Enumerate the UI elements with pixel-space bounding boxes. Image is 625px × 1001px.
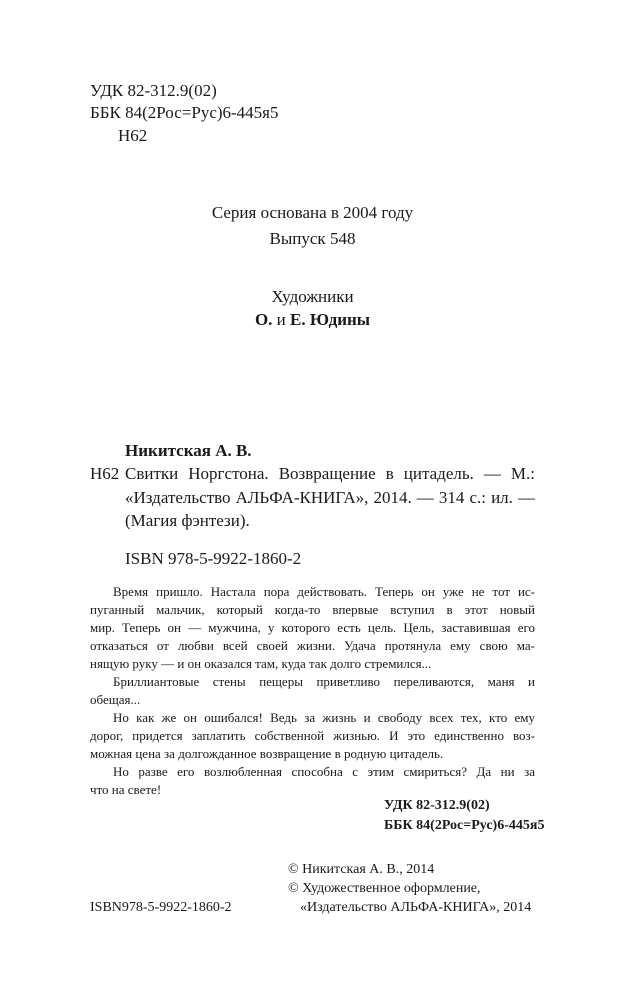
bibliographic-mark: Н62 <box>90 464 120 483</box>
copyright-author: © Никитская А. В., 2014 <box>288 862 435 877</box>
annotation-line: что на свете! <box>90 782 162 797</box>
annotation-line: мир. Теперь он — мужчина, у которого есть цель. Цель, заставившая его <box>90 620 535 635</box>
artists-conjunction: и <box>276 310 286 329</box>
bbk-code-bottom: ББК 84(2Рос=Рус)6-445я5 <box>384 818 545 833</box>
annotation-line: отказаться от любви всей своей жизни. Удача протянула ему свою ма- <box>90 638 535 653</box>
bbk-code-top: ББК 84(2Рос=Рус)6-445я5 <box>90 103 279 122</box>
annotation-line: можная цена за долгожданное возвращение в родную цитадель. <box>90 746 444 761</box>
copyright-publisher: «Издательство АЛЬФА-КНИГА», 2014 <box>300 900 532 915</box>
annotation-line: нящую руку — и он оказался там, куда так долго стремился... <box>90 656 432 671</box>
bibliographic-line: «Издательство АЛЬФА-КНИГА», 2014. — 314 с.: ил. — <box>125 488 535 507</box>
annotation <box>90 583 535 799</box>
series-issue: Выпуск 548 <box>269 229 356 248</box>
artist-first-name: О. <box>254 310 273 329</box>
artist-second-name: Е. Юдины <box>290 310 371 329</box>
isbn-bottom: ISBN978-5-9922-1860-2 <box>90 900 232 915</box>
series-founded: Серия основана в 2004 году <box>211 203 414 222</box>
bibliographic-line: (Магия фэнтези). <box>125 511 250 530</box>
bibliographic-author: Никитская А. В. <box>125 441 252 460</box>
artists-label: Художники <box>271 287 354 306</box>
copyright-design: © Художественное оформление, <box>288 881 481 896</box>
bibliographic-line: Свитки Норгстона. Возвращение в цитадель. — М.: <box>125 464 535 483</box>
artists-names <box>0 309 625 331</box>
annotation-line: Бриллиантовые стены пещеры приветливо переливаются, маня и <box>113 674 535 689</box>
bibliographic-isbn: ISBN 978-5-9922-1860-2 <box>125 549 302 568</box>
annotation-line: Но как же он ошибался! Ведь за жизнь и свободу всех тех, кто ему <box>113 710 535 725</box>
udk-code-bottom: УДК 82-312.9(02) <box>384 798 490 813</box>
author-mark-top: Н62 <box>118 126 148 145</box>
annotation-line: Но разве его возлюбленная способна с этим смириться? Да ни за <box>113 764 535 779</box>
annotation-line: обещая... <box>90 692 141 707</box>
annotation-line: пуганный мальчик, который когда-то впервые вступил в этот новый <box>90 602 535 617</box>
annotation-line: Время пришло. Настала пора действовать. Теперь он уже не тот ис- <box>113 584 535 599</box>
udk-code-top: УДК 82-312.9(02) <box>90 81 217 100</box>
annotation-line: дорог, придется заплатить собственной жизнью. И это единственно воз- <box>90 728 535 743</box>
